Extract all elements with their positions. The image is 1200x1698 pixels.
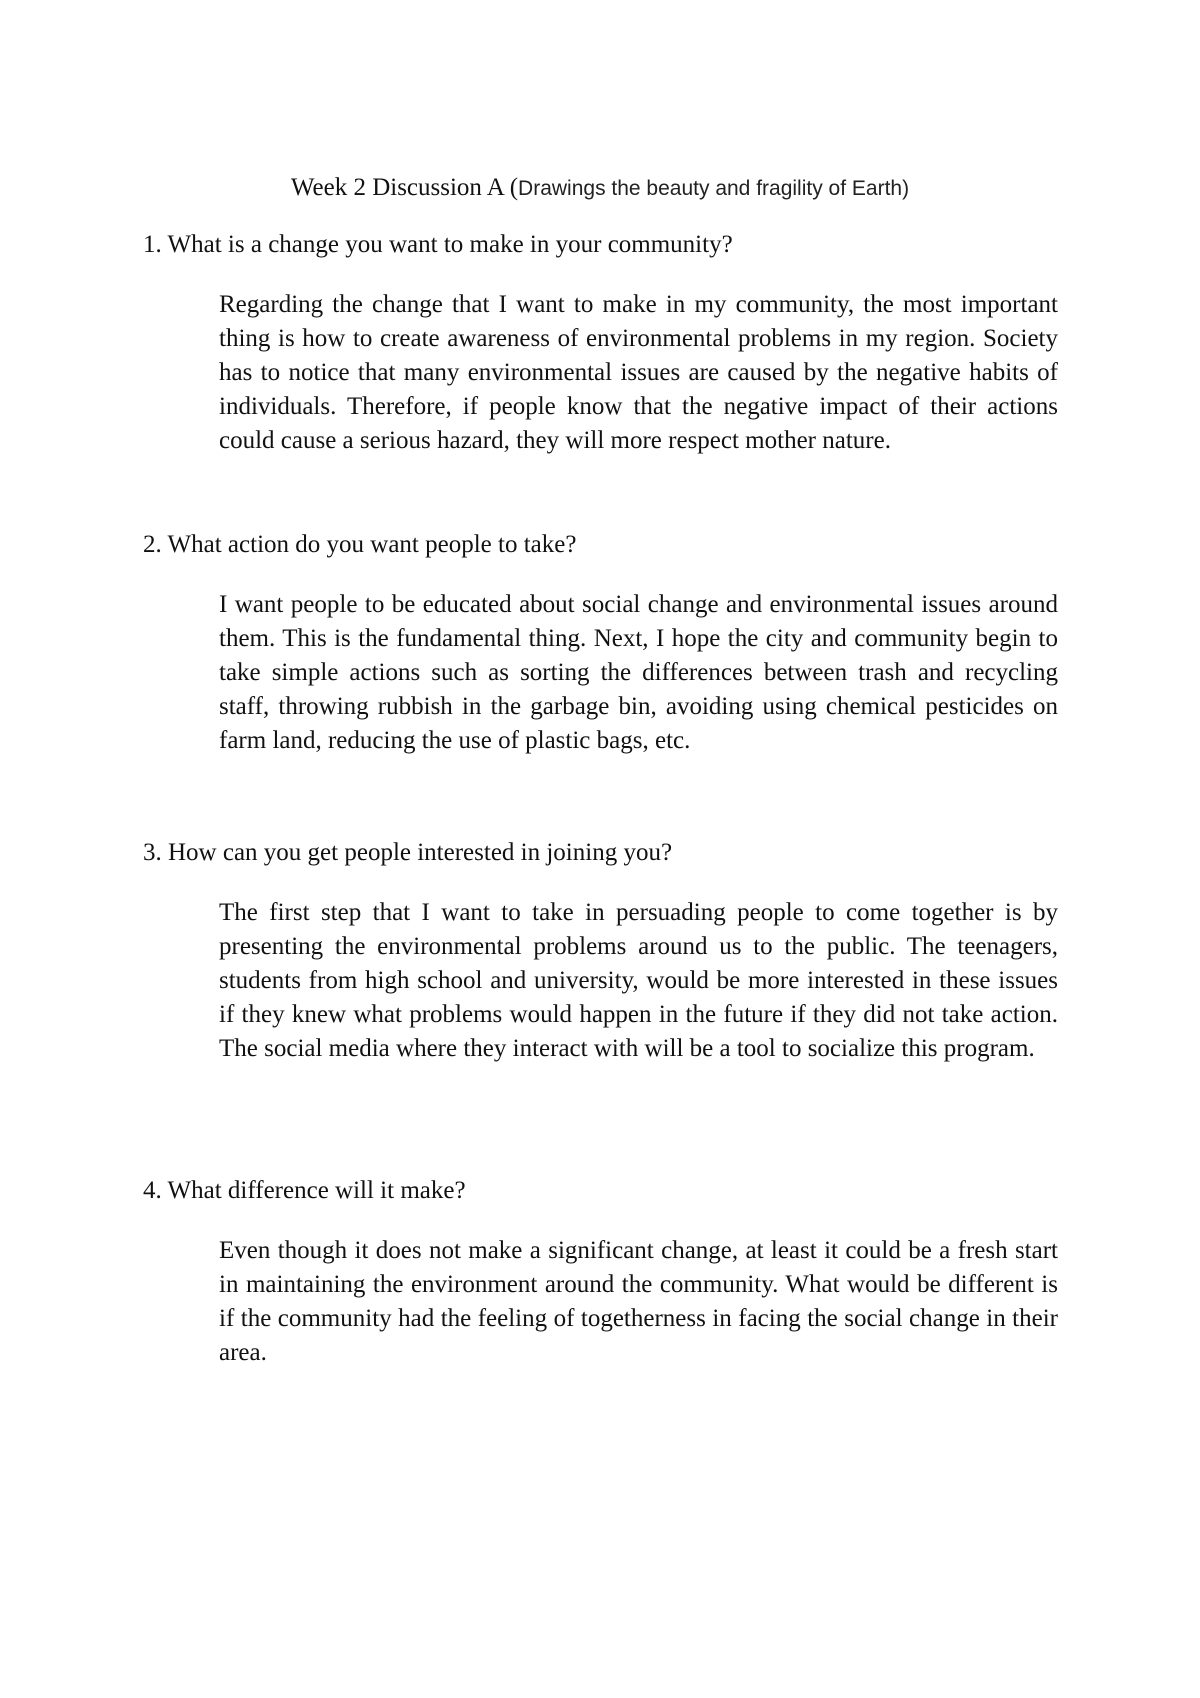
answer-4: Even though it does not make a significant change, at least it could be a fresh start in maintaining the environment around the community. What would be different is if the community had the feeling of togetherness in facing the social change in their area. [219,1237,1058,1366]
answer-2: I want people to be educated about social change and environmental issues around them. This is the fundamental thing. Next, I hope the city and community begin to take simple actions such as sorting the differences between trash and recycling staff, throwing rubbish in the garbage bin, avoiding using chemical pesticides on farm land, reducing the use of plastic bags, etc. [219,591,1058,754]
answer-3: The first step that I want to take in persuading people to come together is by presenting the environmental problems around us to the public. The teenagers, students from high school and university, would be more interested in these issues if they knew what problems would happen in the future if they did not take action. The social media where they interact with will be a tool to socialize this program. [219,899,1058,1062]
question-1: 1. What is a change you want to make in your community? [143,231,733,258]
question-3: 3. How can you get people interested in joining you? [143,839,673,866]
title-subtitle: Drawings the beauty and fragility of Earth) [518,177,910,200]
answer-1: Regarding the change that I want to make in my community, the most important thing is how to create awareness of environmental problems in my region. Society has to notice that many environmental issues are caused by the negative habits of individuals. Therefore, if people know that the negative impact of their actions could cause a serious hazard, they will more respect mother nature. [219,291,1058,454]
title-main: Week 2 Discussion A ( [290,174,519,201]
question-4: 4. What difference will it make? [143,1177,466,1204]
document-title [0,170,1200,207]
question-2: 2. What action do you want people to take? [143,531,577,558]
